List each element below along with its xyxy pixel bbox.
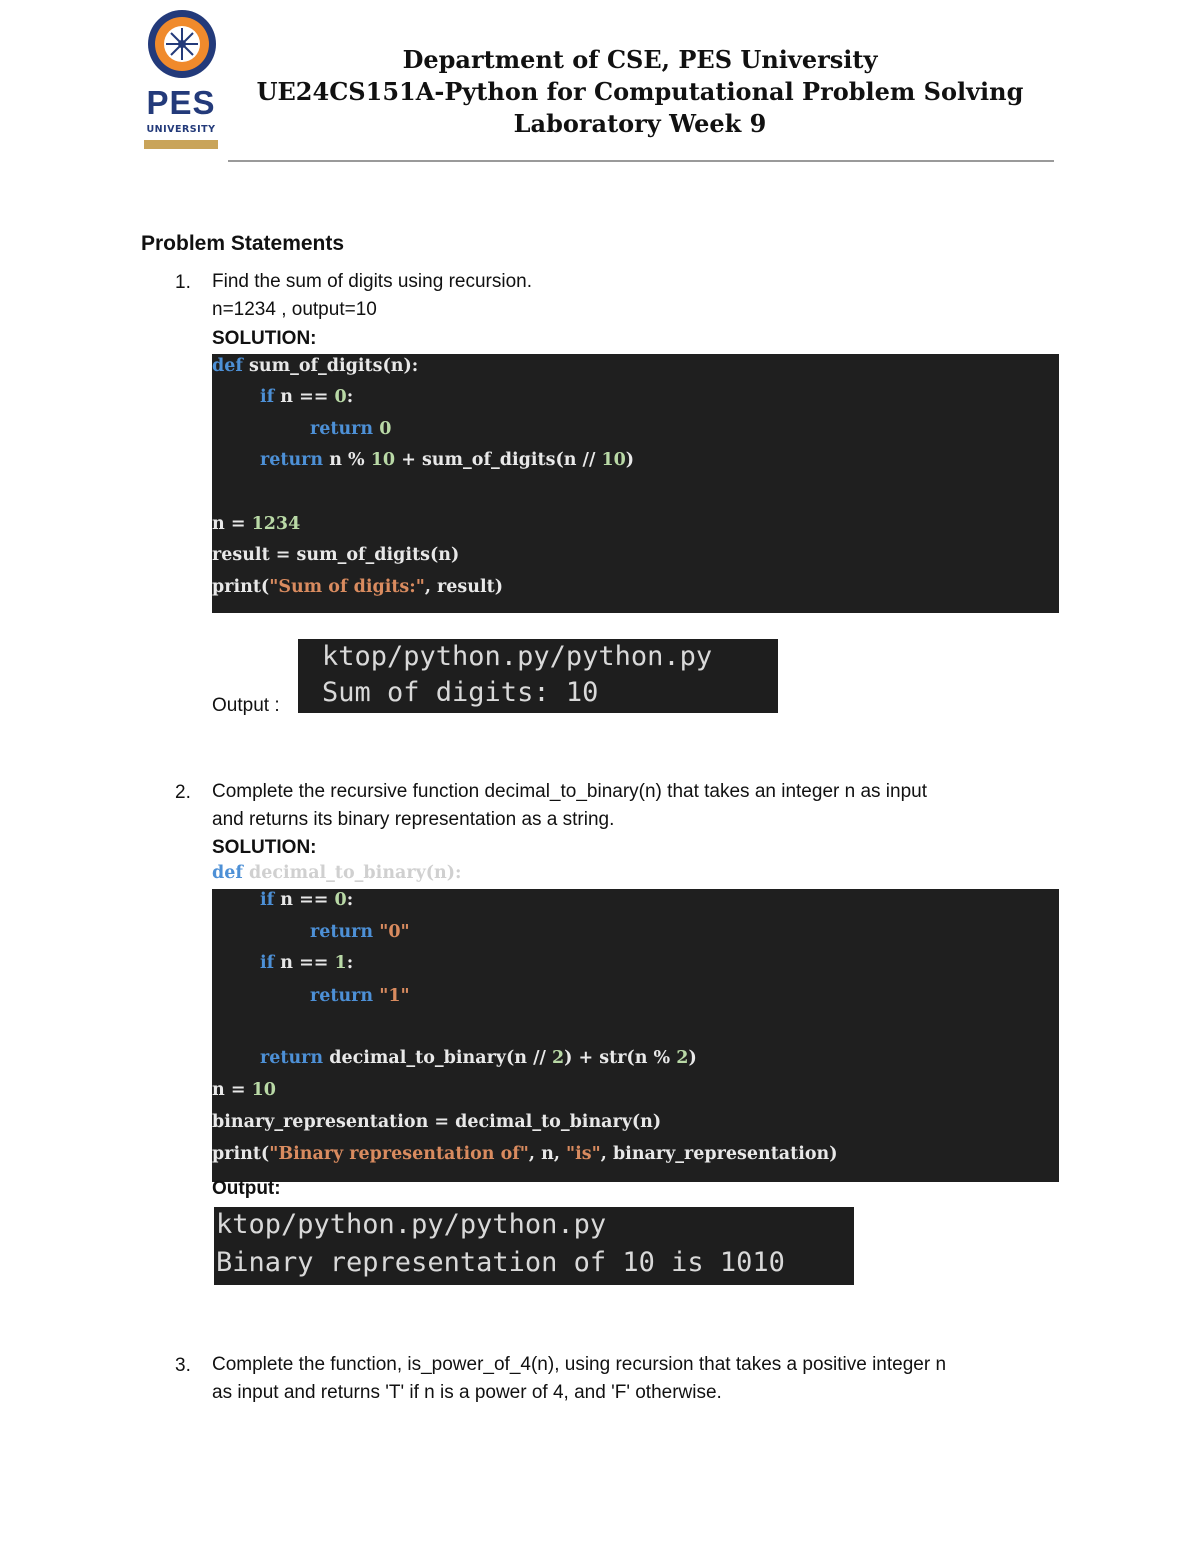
section-title: Problem Statements — [141, 232, 345, 255]
terminal-line: ktop/python.py/python.py — [216, 1209, 607, 1240]
problem-1-example: n=1234 , output=10 — [212, 299, 377, 320]
code-line: return n % 10 + sum_of_digits(n // 10) — [260, 450, 635, 470]
problem-2-code-block — [212, 889, 1059, 1182]
code-line: if n == 0: — [260, 890, 354, 910]
problem-3-number: 3. — [175, 1355, 191, 1376]
pes-emblem-icon — [146, 8, 218, 80]
code-line: print("Binary representation of", n, "is", binary_representation) — [212, 1144, 838, 1164]
code-line: n = 10 — [212, 1080, 276, 1100]
problem-2-number: 2. — [175, 782, 191, 803]
problem-1-output-label: Output : — [212, 695, 280, 716]
problem-2-output-label: Output: — [212, 1178, 281, 1199]
code-line: print("Sum of digits:", result) — [212, 577, 504, 597]
problem-3-statement: Complete the function, is_power_of_4(n), using recursion that takes a positive integer n — [212, 1354, 947, 1375]
header-course: UE24CS151A-Python for Computational Problem Solving — [256, 77, 1024, 106]
code-line: if n == 0: — [260, 387, 354, 407]
terminal-line: ktop/python.py/python.py — [322, 641, 713, 672]
header-week: Laboratory Week 9 — [513, 109, 767, 138]
problem-2-terminal-output — [214, 1207, 854, 1285]
problem-1-number: 1. — [175, 272, 191, 293]
pes-logo — [140, 8, 222, 148]
code-line: n = 1234 — [212, 514, 301, 534]
code-line: if n == 1: — [260, 953, 354, 973]
problem-2-statement: Complete the recursive function decimal_to_binary(n) that takes an integer n as input — [212, 781, 928, 802]
code-line: return 0 — [310, 419, 392, 439]
code-line: return decimal_to_binary(n // 2) + str(n % 2) — [260, 1048, 697, 1068]
header-department: Department of CSE, PES University — [402, 45, 878, 74]
terminal-line: Sum of digits: 10 — [322, 677, 599, 708]
page-header — [230, 44, 1050, 140]
terminal-line: Binary representation of 10 is 1010 — [216, 1247, 785, 1278]
problem-1-solution-label: SOLUTION: — [212, 328, 317, 349]
problem-1-terminal-output — [298, 639, 778, 713]
problem-2-statement-cont: and returns its binary representation as a string. — [212, 809, 615, 830]
logo-brand: PES — [146, 84, 216, 121]
problem-2-code-def-line: def decimal_to_binary(n): — [212, 863, 462, 883]
code-line: binary_representation = decimal_to_binary(n) — [212, 1112, 662, 1132]
problem-2-solution-label: SOLUTION: — [212, 837, 317, 858]
code-line: result = sum_of_digits(n) — [212, 545, 460, 565]
code-line: return "0" — [310, 922, 410, 942]
problem-1-code-block — [212, 354, 1059, 613]
code-line: return "1" — [310, 986, 410, 1006]
code-line: def sum_of_digits(n): — [212, 356, 419, 376]
logo-subtitle: UNIVERSITY — [146, 124, 216, 135]
header-divider — [228, 160, 1054, 162]
logo-bar — [144, 140, 218, 149]
problem-1-statement: Find the sum of digits using recursion. — [212, 271, 532, 292]
problem-3-statement-cont: as input and returns 'T' if n is a power of 4, and 'F' otherwise. — [212, 1382, 722, 1403]
